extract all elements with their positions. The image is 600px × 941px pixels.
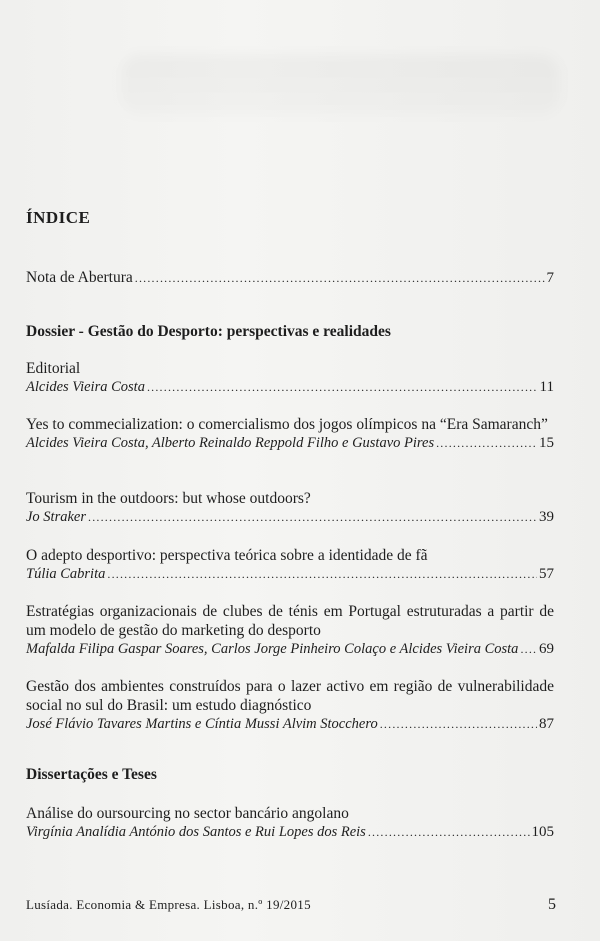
page-number: 105	[531, 824, 554, 840]
entry-author: Jo Straker	[26, 509, 86, 525]
toc-line	[26, 715, 554, 734]
index-heading: ÍNDICE	[26, 208, 91, 227]
entry-author: Alcides Vieira Costa	[26, 379, 145, 395]
leader-dots	[147, 378, 538, 397]
leader-dots	[380, 715, 537, 734]
section-title-dossier: Dossier - Gestão do Desporto: perspectivas e realidades	[26, 323, 391, 340]
entry-author: Mafalda Filipa Gaspar Soares, Carlos Jorge Pinheiro Colaço e Alcides Vieira Costa	[26, 641, 519, 657]
toc-entry	[26, 415, 554, 453]
leader-dots	[436, 434, 537, 453]
toc-line	[26, 565, 554, 584]
toc-line	[26, 640, 554, 659]
toc-entry	[26, 602, 554, 659]
toc-line	[26, 823, 554, 842]
entry-title: O adepto desportivo: perspectiva teórica sobre a identidade de fã	[26, 547, 428, 564]
toc-entry	[26, 546, 554, 584]
toc-entry	[26, 804, 554, 842]
entry-title: Estratégias organizacionais de clubes de ténis em Portugal estruturadas a partir de um modelo de gestão do marketing do desporto	[26, 603, 554, 639]
entry-title: Yes to commecialization: o comercialismo dos jogos olímpicos na “Era Samaranch”	[26, 416, 548, 433]
entry-author: Virgínia Analídia António dos Santos e Rui Lopes dos Reis	[26, 824, 366, 840]
page-number: 57	[539, 566, 554, 582]
leader-dots	[135, 269, 545, 288]
page-footer	[26, 896, 556, 914]
toc-entry	[26, 677, 554, 734]
entry-title: Análise do oursourcing no sector bancário angolano	[26, 805, 349, 822]
page-number: 39	[539, 509, 554, 525]
toc-entry-opening	[26, 268, 554, 288]
entry-title: Nota de Abertura	[26, 269, 133, 286]
toc-entry	[26, 359, 554, 397]
section-title-theses: Dissertações e Teses	[26, 766, 157, 783]
entry-author: Túlia Cabrita	[26, 566, 106, 582]
page-number: 15	[539, 435, 554, 451]
page-number: 87	[539, 716, 554, 732]
entry-title: Gestão dos ambientes construídos para o lazer activo em região de vulnerabilidade social no sul do Brasil: um estudo diagnóstico	[26, 678, 554, 714]
journal-citation: Lusíada. Economia & Empresa. Lisboa, n.º 19/2015	[26, 897, 311, 912]
leader-dots	[520, 640, 537, 659]
page-number: 11	[539, 379, 554, 395]
show-through-shadow	[120, 55, 560, 115]
entry-author: Alcides Vieira Costa, Alberto Reinaldo Reppold Filho e Gustavo Pires	[26, 435, 435, 451]
entry-author: José Flávio Tavares Martins e Cíntia Mussi Alvim Stocchero	[26, 716, 378, 732]
folio-number: 5	[548, 896, 556, 913]
leader-dots	[368, 823, 530, 842]
toc-entry	[26, 489, 554, 527]
page-number: 69	[539, 641, 554, 657]
toc-line	[26, 434, 554, 453]
toc-line	[26, 508, 554, 527]
toc-line	[26, 268, 554, 288]
leader-dots	[88, 508, 537, 527]
leader-dots	[107, 565, 537, 584]
entry-title: Editorial	[26, 360, 81, 377]
page-number: 7	[546, 270, 554, 286]
toc-line	[26, 378, 554, 397]
entry-title: Tourism in the outdoors: but whose outdoors?	[26, 490, 311, 507]
